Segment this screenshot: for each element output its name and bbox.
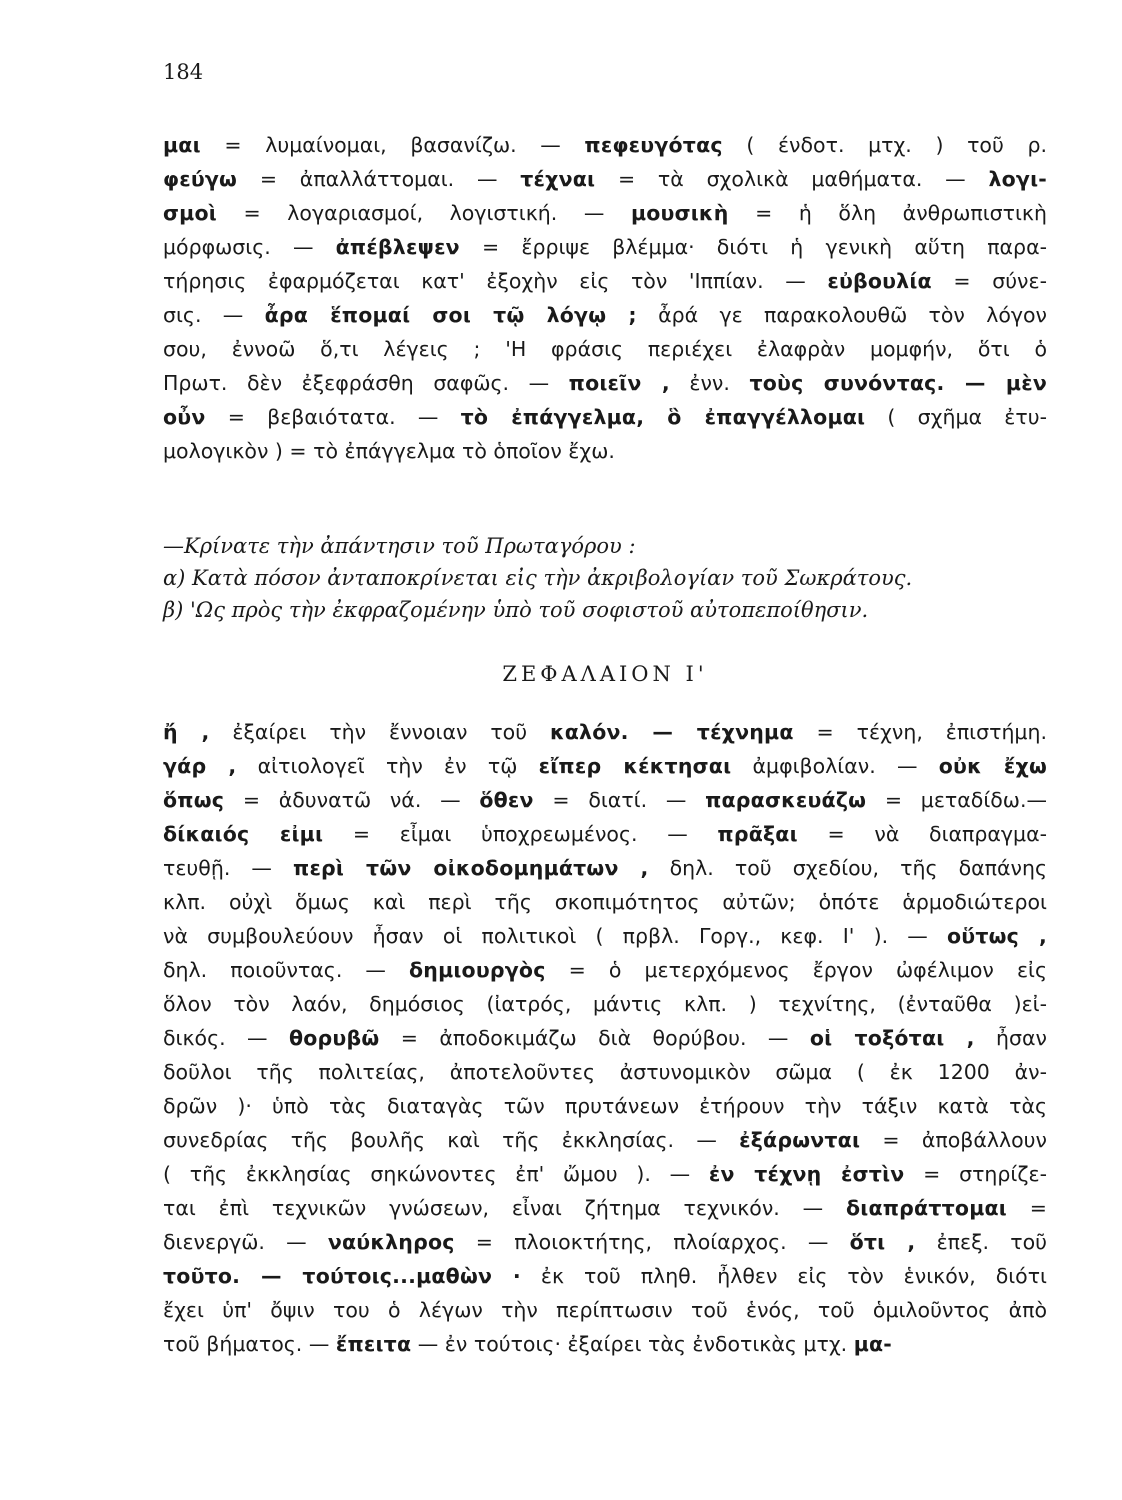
text-line xyxy=(163,434,1047,468)
lemma-term: διαπράττομαι xyxy=(846,1196,1007,1220)
gloss-text: Πρωτ. δὲν ἐξεφράσθη σαφῶς. — xyxy=(163,371,569,395)
questions-section xyxy=(163,530,1047,626)
lemma-term: θορυβῶ xyxy=(288,1026,380,1050)
gloss-text: ἐπεξ. τοῦ xyxy=(915,1230,1047,1254)
gloss-text: ἐκ τοῦ πληθ. ἦλθεν εἰς τὸν ἑνικόν, διότι xyxy=(520,1264,1047,1288)
gloss-text: — ἐν τούτοις· ἐξαίρει τὰς ἐνδοτικὰς μτχ. xyxy=(411,1332,854,1356)
text-line xyxy=(163,715,1047,749)
text-line xyxy=(163,1123,1047,1157)
text-line xyxy=(163,749,1047,783)
gloss-text: = ἡ ὅλη ἀνθρωπιστικὴ xyxy=(728,201,1047,225)
lemma-term: μουσικὴ xyxy=(630,201,729,225)
gloss-text: = xyxy=(1006,1196,1047,1220)
gloss-text: δηλ. ποιοῦντας. — xyxy=(163,958,409,982)
gloss-text: ( ένδοτ. μτχ. ) τοῦ ρ. xyxy=(722,133,1047,157)
page-number: 184 xyxy=(163,60,204,84)
gloss-text: = ἀδυνατῶ νά. — xyxy=(224,788,480,812)
text-line xyxy=(163,1089,1047,1123)
gloss-text: = λογαριασμοί, λογιστική. — xyxy=(216,201,631,225)
text-line xyxy=(163,128,1047,162)
gloss-text: ἦσαν xyxy=(974,1026,1047,1050)
gloss-text: ( σχῆμα ἐτυ- xyxy=(865,405,1047,429)
gloss-text: = ὁ μετερχόμενος ἔργον ὠφέλιμον εἰς xyxy=(545,958,1047,982)
gloss-text: = εἶμαι ὑποχρεωμένος. — xyxy=(323,822,718,846)
lemma-term: ὅπως xyxy=(163,788,225,812)
text-line xyxy=(163,1021,1047,1055)
lemma-term: παρασκευάζω xyxy=(705,788,867,812)
lemma-term: τοῦτο. — τούτοις...μαθὼν · xyxy=(163,1264,521,1288)
gloss-text: ἔχει ὑπ' ὄψιν του ὁ λέγων τὴν περίπτωσιν τοῦ ἑνός, τοῦ ὁμιλοῦντος ἀπὸ xyxy=(163,1298,1047,1322)
lemma-term: μαι xyxy=(163,133,201,157)
gloss-text: μολογικὸν ) = τὸ ἐπάγγελμα τὸ ὁποῖον ἔχω. xyxy=(163,439,615,463)
gloss-text: συνεδρίας τῆς βουλῆς καὶ τῆς ἐκκλησίας. — xyxy=(163,1128,740,1152)
lemma-term: οὖν xyxy=(163,405,206,429)
gloss-text: μόρφωσις. — xyxy=(163,235,336,259)
lemma-term: γάρ , xyxy=(163,754,237,778)
text-line xyxy=(163,783,1047,817)
lemma-term: ποιεῖν , xyxy=(568,371,670,395)
gloss-text: = ἀποδοκιμάζω διὰ θορύβου. — xyxy=(379,1026,810,1050)
gloss-text: ἀμφιβολίαν. — xyxy=(731,754,939,778)
gloss-text: ἆρά γε παρακολουθῶ τὸν λόγον xyxy=(636,303,1047,327)
lemma-term: πρᾶξαι xyxy=(717,822,798,846)
gloss-text: δρῶν )· ὑπὸ τὰς διαταγὰς τῶν πρυτάνεων ἐτήρουν τὴν τάξιν κατὰ τὰς xyxy=(163,1094,1047,1118)
questions-intro: —Κρίνατε τὴν ἀπάντησιν τοῦ Πρωταγόρου : xyxy=(163,534,636,558)
lemma-term: ὅτι , xyxy=(849,1230,916,1254)
lemma-term: δημιουργὸς xyxy=(409,958,546,982)
gloss-text: = τέχνη, ἐπιστήμη. xyxy=(793,720,1047,744)
paragraph-commentary-top xyxy=(163,128,1047,468)
text-line xyxy=(163,1327,1047,1361)
lemma-term: τέχναι xyxy=(520,167,596,191)
lemma-term: τὸ ἐπάγγελμα, ὃ ἐπαγγέλλομαι xyxy=(460,405,866,429)
lemma-term: εὐβουλία xyxy=(827,269,932,293)
lemma-term: οὐκ ἔχω xyxy=(938,754,1047,778)
lemma-term: λογι- xyxy=(988,167,1047,191)
gloss-text: = λυμαίνομαι, βασανίζω. — xyxy=(200,133,585,157)
lemma-term: οὕτως , xyxy=(947,924,1047,948)
lemma-term: καλόν. — τέχνημα xyxy=(549,720,794,744)
text-line xyxy=(163,1293,1047,1327)
text-line xyxy=(163,817,1047,851)
lemma-term: σμοὶ xyxy=(163,201,217,225)
gloss-text: σις. — xyxy=(163,303,265,327)
lemma-term: ἐν τέχνῃ ἐστὶν xyxy=(708,1162,905,1186)
gloss-text: = μεταδίδω.— xyxy=(866,788,1047,812)
gloss-text: σου, ἐννοῶ ὅ,τι λέγεις ; 'Η φράσις περιέχει ἐλαφρὰν μομφήν, ὅτι ὁ xyxy=(163,337,1047,361)
gloss-text: διενεργῶ. — xyxy=(163,1230,328,1254)
lemma-term: μα- xyxy=(853,1332,892,1356)
text-line xyxy=(163,953,1047,987)
lemma-term: ἐξάρωνται xyxy=(739,1128,861,1152)
question-b: β) 'Ως πρὸς τὴν ἐκφραζομένην ὑπὸ τοῦ σοφιστοῦ αὐτοπεποίθησιν. xyxy=(163,598,869,622)
lemma-term: ἆρα ἕπομαί σοι τῷ λόγῳ ; xyxy=(264,303,637,327)
gloss-text: τευθῇ. — xyxy=(163,856,294,880)
gloss-text: ται ἐπὶ τεχνικῶν γνώσεων, εἶναι ζήτημα τεχνικόν. — xyxy=(163,1196,847,1220)
gloss-text: δοῦλοι τῆς πολιτείας, ἀποτελοῦντες ἀστυνομικὸν σῶμα ( ἐκ 1200 ἀν- xyxy=(163,1060,1047,1084)
gloss-text: νὰ συμβουλεύουν ἦσαν οἱ πολιτικοὶ ( πρβλ. Γοργ., κεφ. Ι' ). — xyxy=(163,924,947,948)
text-line xyxy=(163,1157,1047,1191)
text-line xyxy=(163,1225,1047,1259)
gloss-text: = ἔρριψε βλέμμα· διότι ἡ γενικὴ αὕτη παρα- xyxy=(459,235,1047,259)
gloss-text: ἐνν. xyxy=(669,371,750,395)
gloss-text: ( τῆς ἐκκλησίας σηκώνοντες ἐπ' ὤμου ). — xyxy=(163,1162,709,1186)
text-line xyxy=(163,400,1047,434)
text-line xyxy=(163,1191,1047,1225)
gloss-text: κλπ. οὐχὶ ὅμως καὶ περὶ τῆς σκοπιμότητος αὐτῶν; ὁπότε ἁρμοδιώτεροι xyxy=(163,890,1047,914)
gloss-text: τήρησις ἐφαρμόζεται κατ' ἐξοχὴν εἰς τὸν 'Ιππίαν. — xyxy=(163,269,828,293)
lemma-term: ἔπειτα xyxy=(335,1332,412,1356)
lemma-term: τοὺς συνόντας. — μὲν xyxy=(749,371,1047,395)
lemma-term: δίκαιός εἰμι xyxy=(163,822,324,846)
gloss-text: = διατί. — xyxy=(533,788,706,812)
question-a: α) Κατὰ πόσον ἀνταποκρίνεται εἰς τὴν ἀκριβολογίαν τοῦ Σωκράτους. xyxy=(163,566,913,590)
gloss-text: = σύνε- xyxy=(931,269,1047,293)
text-line xyxy=(163,366,1047,400)
lemma-term: ὅθεν xyxy=(479,788,534,812)
text-line xyxy=(163,230,1047,264)
lemma-term: φεύγω xyxy=(163,167,238,191)
text-line xyxy=(163,332,1047,366)
text-line xyxy=(163,1055,1047,1089)
gloss-text: = ἀπαλλάττομαι. — xyxy=(237,167,521,191)
lemma-term: εἴπερ κέκτησαι xyxy=(538,754,732,778)
gloss-text: = νὰ διαπραγμα- xyxy=(797,822,1047,846)
gloss-text: τοῦ βήματος. — xyxy=(163,1332,336,1356)
text-line xyxy=(163,851,1047,885)
text-line xyxy=(163,885,1047,919)
gloss-text: δηλ. τοῦ σχεδίου, τῆς δαπάνης xyxy=(648,856,1048,880)
gloss-text: = πλοιοκτήτης, πλοίαρχος. — xyxy=(454,1230,850,1254)
gloss-text: = ἀποβάλλουν xyxy=(860,1128,1047,1152)
lemma-term: ἤ , xyxy=(163,720,210,744)
gloss-text: = βεβαιότατα. — xyxy=(205,405,461,429)
gloss-text: = τὰ σχολικὰ μαθήματα. — xyxy=(595,167,989,191)
lemma-term: οἱ τοξόται , xyxy=(809,1026,975,1050)
text-line xyxy=(163,196,1047,230)
text-line xyxy=(163,1259,1047,1293)
lemma-term: ἀπέβλεψεν xyxy=(335,235,460,259)
lemma-term: ναύκληρος xyxy=(327,1230,455,1254)
text-line xyxy=(163,987,1047,1021)
paragraph-commentary-chapter xyxy=(163,715,1047,1361)
text-line xyxy=(163,298,1047,332)
gloss-text: = στηρίζε- xyxy=(904,1162,1047,1186)
chapter-title: ΖΕΦΑΛΑΙΟΝ Ι' xyxy=(502,662,708,686)
gloss-text: ἐξαίρει τὴν ἔννοιαν τοῦ xyxy=(209,720,550,744)
gloss-text: αἰτιολογεῖ τὴν ἐν τῷ xyxy=(236,754,539,778)
gloss-text: ὅλον τὸν λαόν, δημόσιος (ἰατρός, μάντις κλπ. ) τεχνίτης, (ἐνταῦθα )εἰ- xyxy=(163,992,1047,1016)
text-line xyxy=(163,919,1047,953)
lemma-term: πεφευγότας xyxy=(584,133,723,157)
lemma-term: περὶ τῶν οἰκοδομημάτων , xyxy=(293,856,649,880)
text-line xyxy=(163,162,1047,196)
gloss-text: δικός. — xyxy=(163,1026,289,1050)
text-line xyxy=(163,264,1047,298)
